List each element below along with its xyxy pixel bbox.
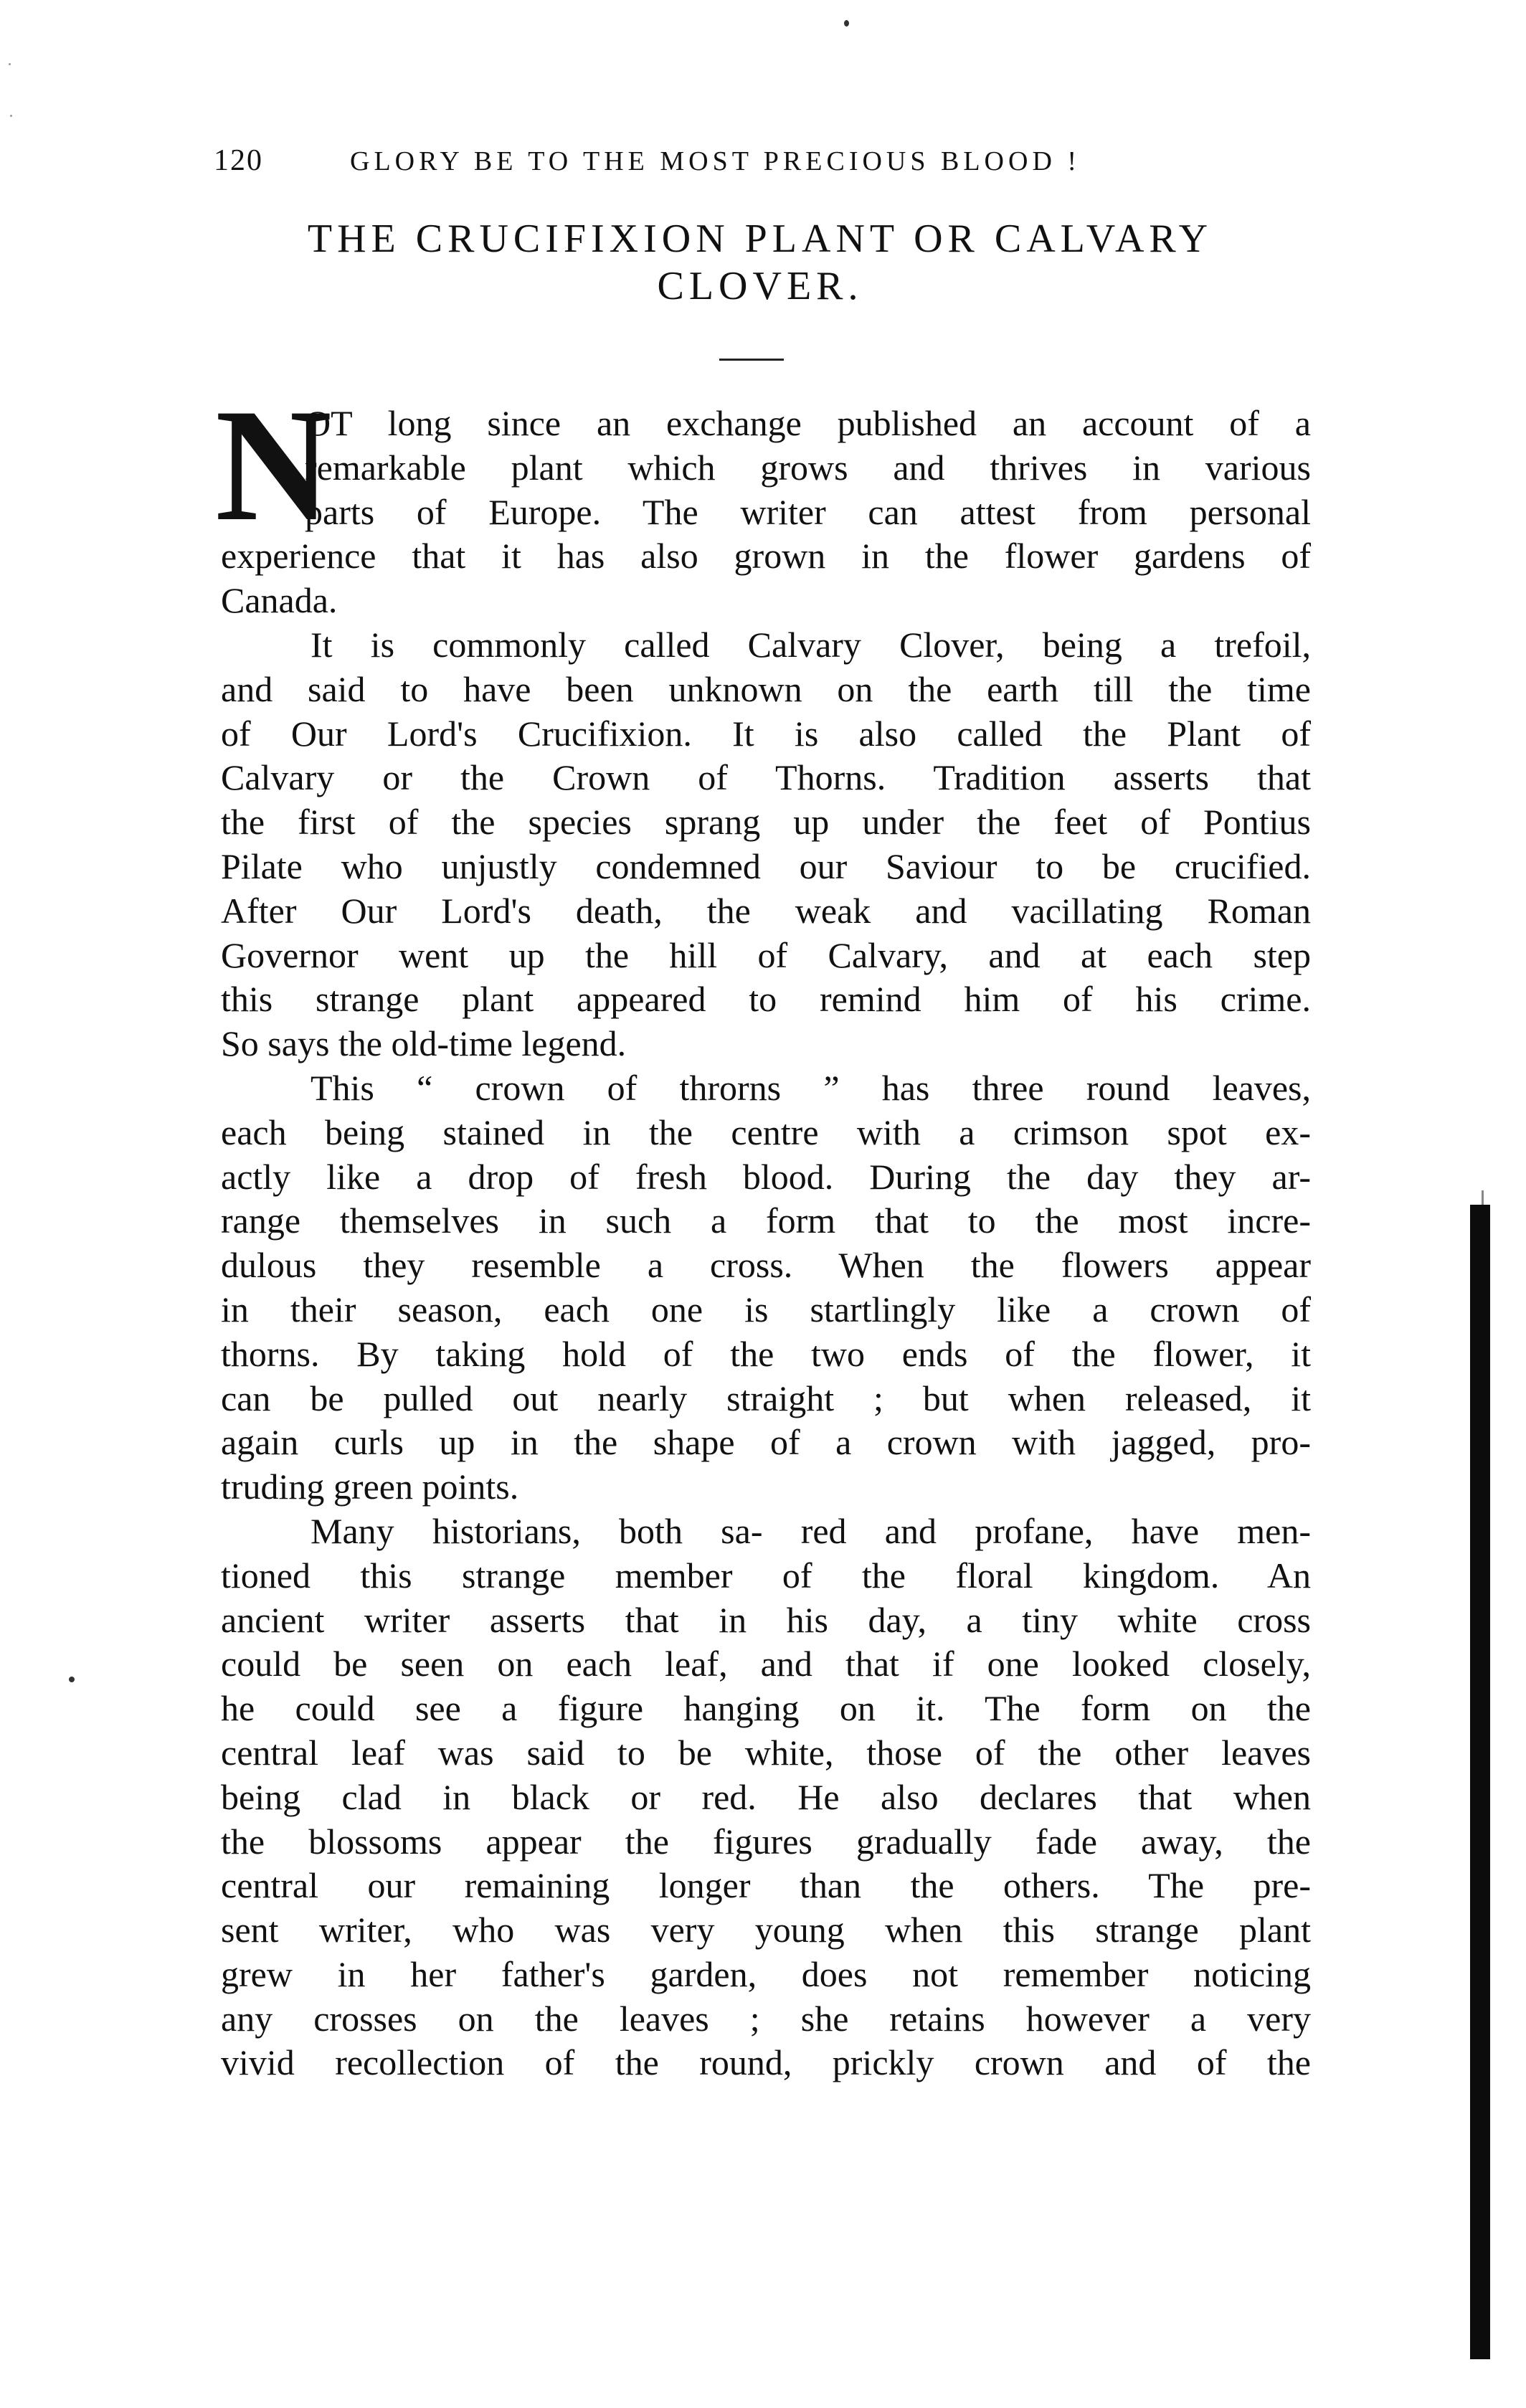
text-line: the blossoms appear the figures gradually fade away, the [221,1821,1311,1862]
text-line: thorns. By taking hold of the two ends of the flower, it [221,1333,1311,1374]
scan-speck [844,20,849,27]
text-line: vivid recollection of the round, prickly crown and of the [221,2042,1311,2083]
text-line: So says the old-time legend. [221,1023,627,1064]
page-number: 120 [214,144,263,177]
text-line: he could see a figure hanging on it. The form on the [221,1688,1311,1729]
text-line: this strange plant appeared to remind him of his crime. [221,979,1311,1020]
text-line: grew in her father's garden, does not remember noticing [221,1953,1311,1994]
text-line: dulous they resemble a cross. When the flowers appear [221,1245,1311,1286]
scan-speck [10,115,12,117]
text-line: each being stained in the centre with a crimson spot ex- [221,1111,1311,1152]
text-line: central leaf was said to be white, those of the other leaves [221,1732,1311,1773]
text-line: This “ crown of throrns ” has three round leaves, [311,1067,1311,1108]
scan-speck [69,1677,75,1682]
text-line: sent writer, who was very young when this strange plant [221,1910,1311,1950]
text-line: experience that it has also grown in the flower gardens of [221,536,1311,577]
text-line: in their season, each one is startlingly like a crown of [221,1289,1311,1329]
drop-cap: N [215,375,332,554]
article-title-line-2: CLOVER. [657,264,863,308]
article-body [221,402,1311,2085]
text-line: OT long since an exchange published an account of a [305,403,1311,443]
text-line: could be seen on each leaf, and that if one looked closely, [221,1644,1311,1684]
text-line: tioned this strange member of the floral kingdom. An [221,1555,1311,1596]
scan-speck [9,63,11,65]
text-line: and said to have been unknown on the earth till the time [221,668,1311,709]
text-line: Governor went up the hill of Calvary, and at each step [221,934,1311,975]
text-line: parts of Europe. The writer can attest from personal [305,491,1311,532]
text-line: It is commonly called Calvary Clover, being a trefoil, [311,624,1311,665]
text-line: can be pulled out nearly straight ; but when released, it [221,1378,1311,1418]
article-title-line-1: THE CRUCIFIXION PLANT OR CALVARY [307,217,1213,261]
text-line: being clad in black or red. He also declares that when [221,1776,1311,1817]
text-line: of Our Lord's Crucifixion. It is also called the Plant of [221,713,1311,754]
text-line: Calvary or the Crown of Thorns. Tradition asserts that [221,757,1311,798]
text-line: remarkable plant which grows and thrives in various [305,447,1311,488]
margin-dash [1482,1190,1484,1205]
text-line: actly like a drop of fresh blood. During the day they ar- [221,1156,1311,1197]
margin-scan-bar [1470,1205,1490,2359]
text-line: Pilate who unjustly condemned our Saviour to be crucified. [221,845,1311,886]
text-line: After Our Lord's death, the weak and vacillating Roman [221,890,1311,931]
text-line: range themselves in such a form that to the most incre- [221,1200,1311,1241]
text-line: ancient writer asserts that in his day, a tiny white cross [221,1599,1311,1640]
text-line: truding green points. [221,1466,519,1507]
title-rule [719,359,784,361]
text-line: again curls up in the shape of a crown with jagged, pro- [221,1422,1311,1463]
text-line: the first of the species sprang up under the feet of Pontius [221,802,1311,843]
running-header: GLORY BE TO THE MOST PRECIOUS BLOOD ! [350,146,1081,176]
text-line: Many historians, both sa- red and profane, have men- [311,1510,1311,1551]
text-line: any crosses on the leaves ; she retains however a very [221,1998,1311,2039]
text-line: Canada. [221,580,338,621]
text-line: central our remaining longer than the others. The pre- [221,1865,1311,1906]
